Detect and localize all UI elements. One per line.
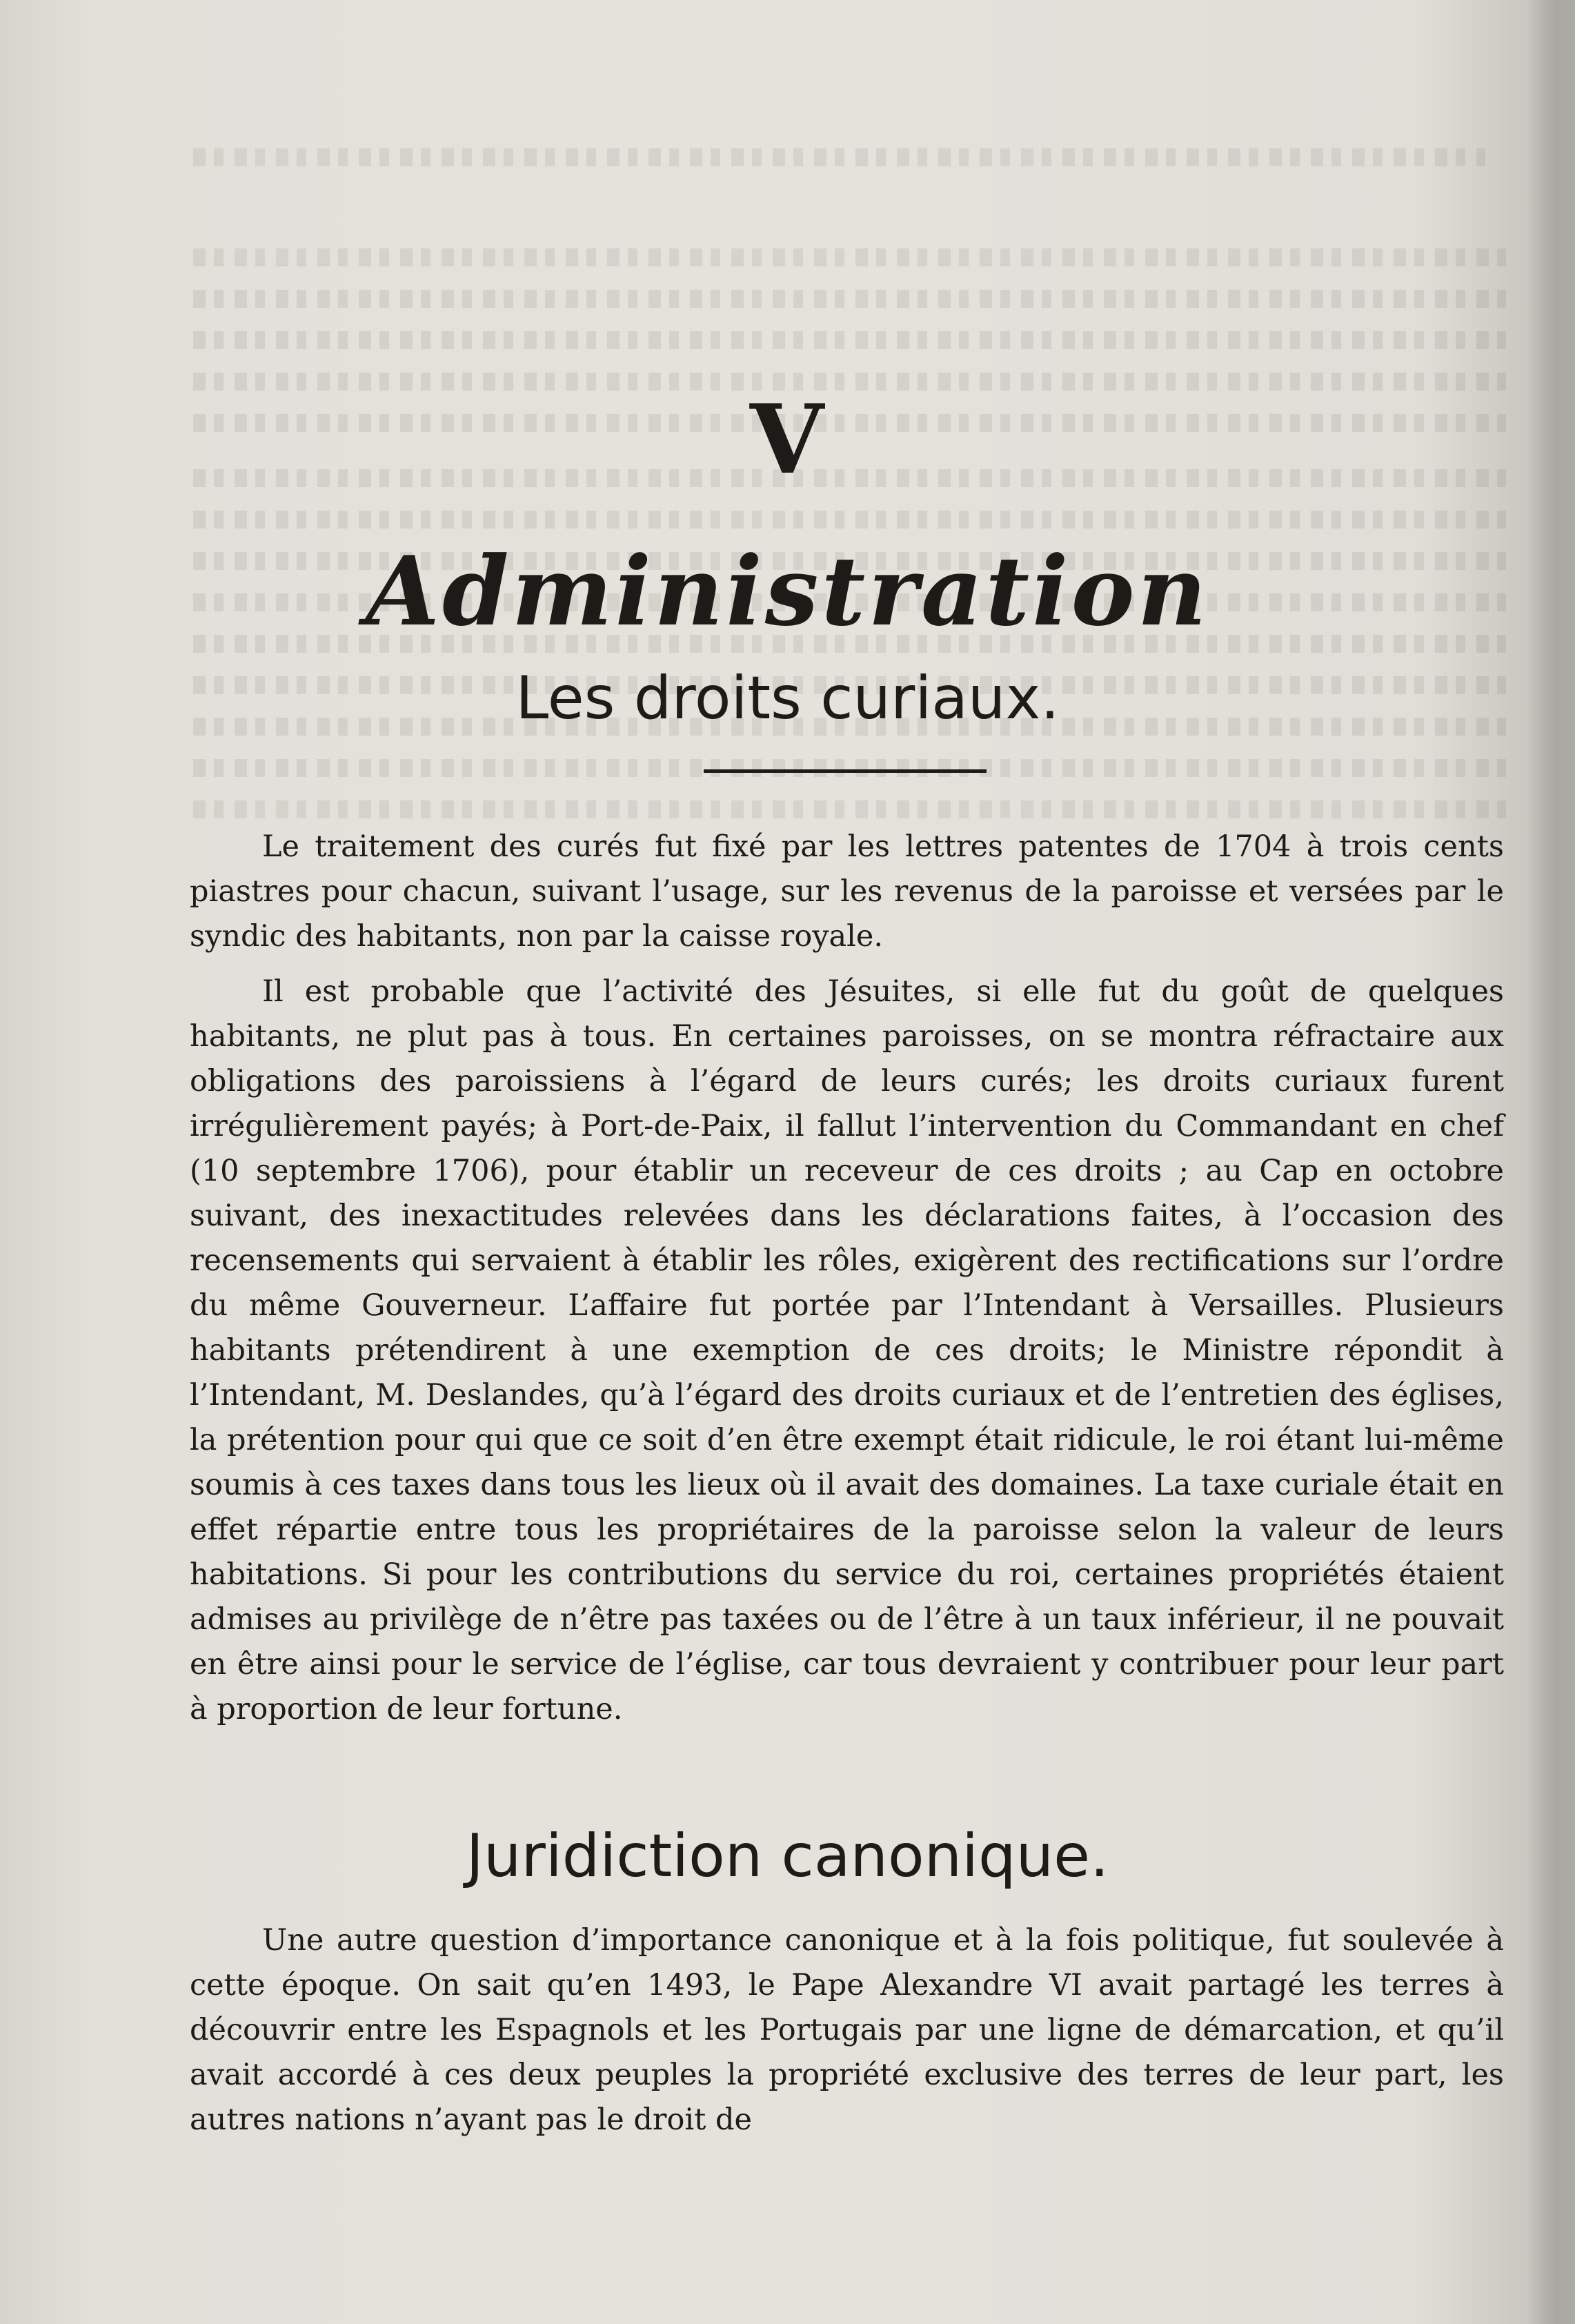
section-heading-juridiction-canonique: Juridiction canonique. [466, 1822, 1109, 1891]
paragraph: Il est probable que l’activité des Jésuites, si elle fut du goût de quelques habitants, ne plut pas à tous. En certaines paroisses, on se montra réfractaire aux obligations des paroissiens à l’égard de leurs curés; les droits curiaux furent irrégulièrement payés; à Port-de-Paix, il fallut l’intervention du Commandant en chef (10 septembre 1706), pour établir un receveur de ces droits ; au Cap en octobre suivant, des inexactitudes relevées dans les déclarations faites, à l’occasion des recensements qui servaient à établir les rôles, exigèrent des rectifications sur l’ordre du même Gouverneur. L’affaire fut portée par l’Intendant à Versailles. Plusieurs habitants prétendirent à une exemption de ces droits; le Ministre répondit à l’Intendant, M. Deslandes, qu’à l’égard des droits curiaux et de l’entretien des églises, la prétention pour qui que ce soit d’en être exempt était ridicule, le roi étant lui-même soumis à ces taxes dans tous les lieux où il avait des domaines. La taxe curiale était en effet répartie entre tous les propriétaires de la paroisse selon la valeur de leurs habitations. Si pour les contributions du service du roi, certaines propriétés étaient admises au privilège de n’être pas taxées ou de l’être à un taux inférieur, il ne pouvait en être ainsi pour le service de l’église, car tous devraient y contribuer pour leur part à proportion de leur fortune. [190, 974, 1504, 1726]
chapter-number: V [749, 383, 826, 495]
paragraph: Une autre question d’importance canonique et à la fois politique, fut soulevée à cette époque. On sait qu’en 1493, le Pape Alexandre VI avait partagé les terres à découvrir entre les Espagnols et les Portugais par une ligne de démarcation, et qu’il avait accordé à ces deux peuples la propriété exclusive des terres de leur part, les autres nations n’ayant pas le droit de [190, 1923, 1504, 2137]
page-gutter-shadow [1527, 0, 1575, 2324]
chapter-title: Administration [366, 535, 1209, 647]
section-heading-droits-curiaux: Les droits curiaux. [515, 664, 1060, 733]
title-rule [704, 769, 987, 773]
paragraph: Le traitement des curés fut fixé par les lettres patentes de 1704 à trois cents piastres pour chacun, suivant l’usage, sur les revenus de la paroisse et versées par le syndic des habitants, non par la caisse royale. [190, 829, 1504, 954]
